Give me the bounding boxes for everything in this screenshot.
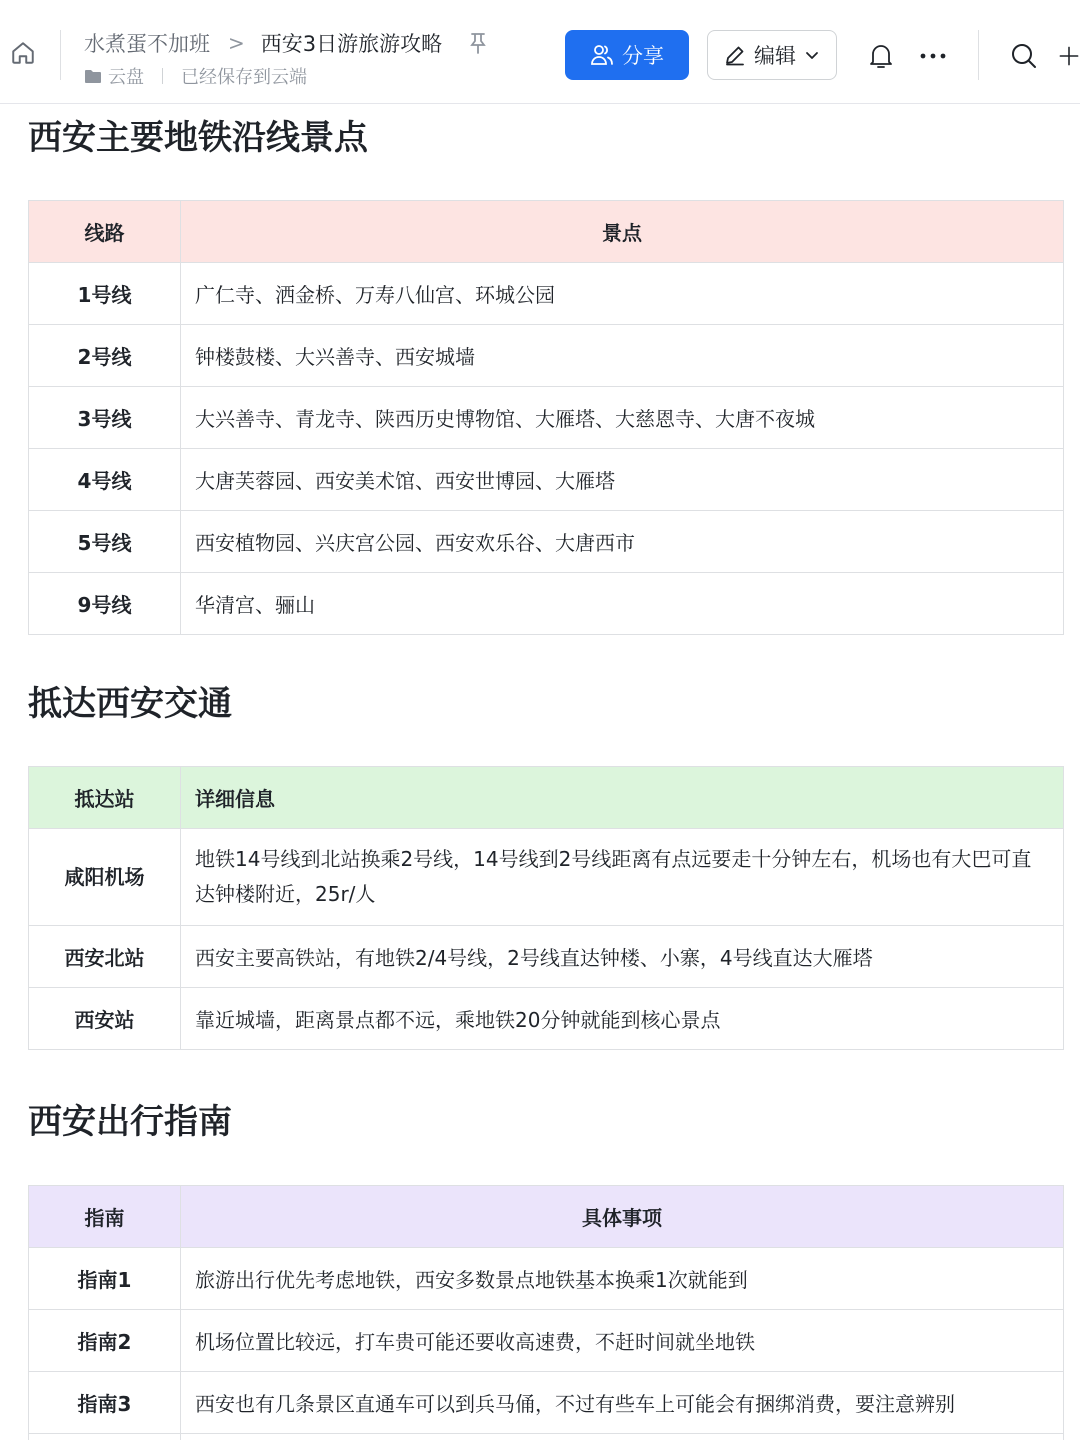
section-title-metro: 西安主要地铁沿线景点	[28, 118, 368, 158]
table-header-row	[29, 201, 1064, 263]
guide-table	[28, 1185, 1064, 1440]
more-icon[interactable]	[915, 38, 951, 74]
bell-icon[interactable]	[863, 38, 899, 74]
guide-detail-cell: 西安也有几条景区直通车可以到兵马俑，不过有些车上可能会有捆绑消费，要注意辨别	[181, 1372, 1064, 1434]
table-row	[29, 573, 1064, 635]
search-icon[interactable]	[1006, 38, 1042, 74]
line-cell: 1号线	[29, 263, 181, 325]
spots-cell: 大兴善寺、青龙寺、陕西历史博物馆、大雁塔、大慈恩寺、大唐不夜城	[181, 387, 1064, 449]
table-row	[29, 511, 1064, 573]
arrival-table	[28, 766, 1064, 1050]
chevron-down-icon	[804, 47, 820, 63]
users-icon	[590, 44, 614, 66]
detail-cell: 西安主要高铁站，有地铁2/4号线，2号线直达钟楼、小寨，4号线直达大雁塔	[181, 926, 1064, 988]
station-cell: 西安北站	[29, 926, 181, 988]
share-button[interactable]	[565, 30, 689, 80]
detail-cell: 地铁14号线到北站换乘2号线，14号线到2号线距离有点远要走十分钟左右，机场也有大巴可直达钟楼附近，25r/人	[181, 829, 1064, 926]
edit-mode-button[interactable]	[707, 30, 837, 80]
pencil-icon	[724, 44, 746, 66]
guide-detail-cell: 旅游出行优先考虑地铁，西安多数景点地铁基本换乘1次就能到	[181, 1248, 1064, 1310]
divider	[60, 30, 61, 80]
detail-cell: 靠近城墙，距离景点都不远，乘地铁20分钟就能到核心景点	[181, 988, 1064, 1050]
guide-detail-cell: 机场位置比较远，打车贵可能还要收高速费，不赶时间就坐地铁	[181, 1310, 1064, 1372]
table-row	[29, 1248, 1064, 1310]
breadcrumb-owner[interactable]: 水煮蛋不加班	[84, 32, 210, 56]
home-icon[interactable]	[6, 36, 40, 70]
spots-cell: 华清宫、骊山	[181, 573, 1064, 635]
table-row	[29, 829, 1064, 926]
guide-detail-cell	[181, 1434, 1064, 1440]
top-toolbar	[0, 0, 1080, 104]
line-cell: 3号线	[29, 387, 181, 449]
pin-icon[interactable]	[468, 32, 488, 54]
table-row	[29, 387, 1064, 449]
divider	[162, 68, 163, 84]
column-header: 线路	[29, 201, 181, 263]
section-title-arrival: 抵达西安交通	[28, 684, 232, 724]
edit-label: 编辑	[754, 44, 796, 68]
table-header-row	[29, 767, 1064, 829]
add-icon[interactable]	[1058, 38, 1080, 74]
table-row	[29, 1372, 1064, 1434]
divider	[978, 30, 979, 80]
line-cell: 5号线	[29, 511, 181, 573]
line-cell: 4号线	[29, 449, 181, 511]
breadcrumb-separator: >	[228, 31, 245, 55]
table-header-row	[29, 1186, 1064, 1248]
table-row	[29, 325, 1064, 387]
column-header: 具体事项	[181, 1186, 1064, 1248]
share-label: 分享	[622, 44, 664, 68]
column-header: 详细信息	[181, 767, 1064, 829]
guide-cell: 指南3	[29, 1372, 181, 1434]
guide-cell	[29, 1434, 181, 1440]
line-cell: 2号线	[29, 325, 181, 387]
table-row	[29, 988, 1064, 1050]
metro-table	[28, 200, 1064, 635]
table-row	[29, 263, 1064, 325]
table-row	[29, 926, 1064, 988]
doc-location	[84, 63, 307, 89]
location-label[interactable]: 云盘	[108, 67, 144, 88]
station-cell: 西安站	[29, 988, 181, 1050]
line-cell: 9号线	[29, 573, 181, 635]
column-header: 抵达站	[29, 767, 181, 829]
guide-cell: 指南2	[29, 1310, 181, 1372]
breadcrumb	[84, 28, 488, 58]
table-row	[29, 449, 1064, 511]
spots-cell: 西安植物园、兴庆宫公园、西安欢乐谷、大唐西市	[181, 511, 1064, 573]
doc-title[interactable]: 西安3日游旅游攻略	[260, 32, 443, 56]
column-header: 景点	[181, 201, 1064, 263]
spots-cell: 大唐芙蓉园、西安美术馆、西安世博园、大雁塔	[181, 449, 1064, 511]
table-row	[29, 1434, 1064, 1440]
guide-cell: 指南1	[29, 1248, 181, 1310]
save-status: 已经保存到云端	[181, 67, 307, 88]
spots-cell: 钟楼鼓楼、大兴善寺、西安城墙	[181, 325, 1064, 387]
section-title-guide: 西安出行指南	[28, 1102, 232, 1142]
station-cell: 咸阳机场	[29, 829, 181, 926]
column-header: 指南	[29, 1186, 181, 1248]
folder-icon	[84, 69, 102, 84]
spots-cell: 广仁寺、洒金桥、万寿八仙宫、环城公园	[181, 263, 1064, 325]
table-row	[29, 1310, 1064, 1372]
